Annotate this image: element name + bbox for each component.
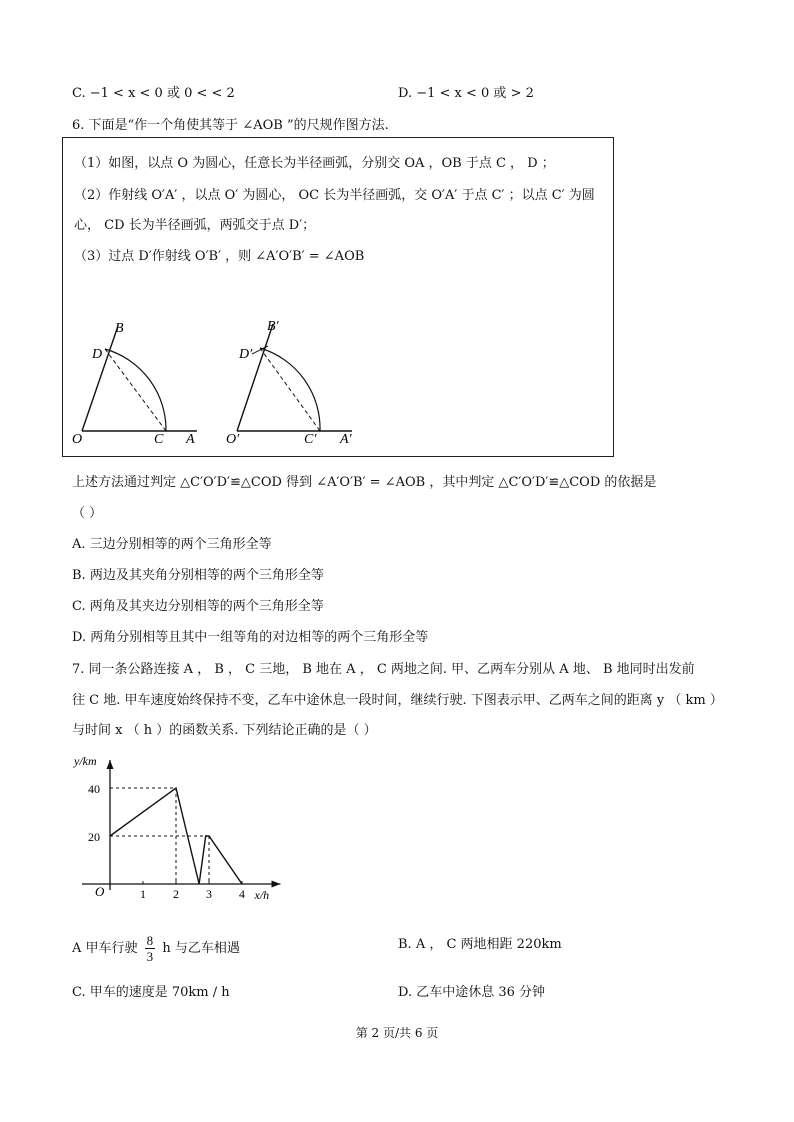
chart-ticks	[88, 782, 245, 901]
q6-option-c: C. 两角及其夹边分别相等的两个三角形全等	[72, 599, 324, 614]
x-axis-arrow	[272, 881, 281, 888]
chart-guide-lines	[110, 788, 209, 884]
y-tick-label: 20	[88, 830, 100, 844]
fig-right-label-a: A′	[340, 432, 352, 447]
q6-step-1: （1）如图，以点 O 为圆心，任意长为半径画弧，分别交 OA ，OB 于点 C ， D ；	[74, 156, 555, 171]
q7-option-a-prefix: A 甲车行驶	[72, 941, 138, 956]
x-tick-label: 1	[140, 887, 146, 901]
fig-left-label-a: A	[186, 432, 195, 447]
y-tick-label: 40	[88, 782, 100, 796]
fig-right-label-c: C′	[304, 432, 317, 447]
q7-option-c: C. 甲车的速度是 70km / h	[72, 985, 230, 1000]
fig-right-label-d: D′	[239, 347, 253, 362]
q6-option-a: A. 三边分别相等的两个三角形全等	[72, 537, 272, 552]
q7-line-3: 与时间 x （ h ）的函数关系. 下列结论正确的是（ ）	[72, 723, 377, 738]
fig-right-label-o: O′	[226, 432, 240, 447]
q5-option-d: D. −1 < x < 0 或 > 2	[398, 86, 534, 101]
q7-option-b: B. A ， C 两地相距 220km	[398, 937, 562, 952]
fig-left-label-c: C	[154, 432, 164, 447]
q7-distance-time-chart	[70, 745, 300, 905]
q6-option-b: B. 两边及其夹角分别相等的两个三角形全等	[72, 568, 324, 583]
origin-label: O	[95, 884, 105, 899]
x-tick-label: 2	[173, 887, 179, 901]
q6-conclusion: 上述方法通过判定 △C′O′D′≌△COD 得到 ∠A′O′B′ = ∠AOB ，其中判定 △C′O′D′≌△COD 的依据是	[72, 475, 657, 490]
page-footer: 第 2 页/共 6 页	[355, 1026, 439, 1040]
x-tick-label: 3	[206, 887, 212, 901]
chart-axes	[73, 754, 281, 902]
q5-option-c: C. −1 < x < 0 或 0 < < 2	[72, 86, 235, 101]
q7-option-d: D. 乙车中途休息 36 分钟	[398, 985, 546, 1000]
q7-fraction-numerator: 8	[146, 933, 154, 948]
q6-step-3: （3）过点 D′作射线 O′B′ ，则 ∠A′O′B′ = ∠AOB	[74, 249, 365, 264]
x-axis-label: x/h	[254, 888, 270, 902]
q6-option-d: D. 两角分别相等且其中一组等角的对边相等的两个三角形全等	[72, 630, 429, 645]
q6-figures	[62, 310, 362, 450]
q7-option-a	[72, 933, 240, 964]
q7-fraction-denominator: 3	[146, 949, 154, 964]
fig-left-label-o: O	[72, 432, 83, 447]
fig-left-label-b: B	[115, 321, 124, 336]
q6-answer-paren: （ ）	[72, 506, 103, 521]
q7-line-2: 往 C 地. 甲车速度始终保持不变，乙车中途休息一段时间，继续行驶. 下图表示甲、乙两车之间的距离 y （ km ）	[72, 693, 723, 708]
q7-line-1: 7. 同一条公路连接 A ， B ， C 三地， B 地在 A ， C 两地之间. 甲、乙两车分别从 A 地、 B 地同时出发前	[72, 662, 695, 677]
q7-fraction	[145, 933, 156, 964]
q6-figure-right	[226, 319, 353, 447]
q6-stem: 6. 下面是“作一个角使其等于 ∠AOB ”的尺规作图方法.	[72, 118, 389, 133]
q6-step-2-cont: 心， CD 长为半径画弧，两弧交于点 D′；	[74, 218, 316, 233]
y-axis-arrow	[107, 760, 114, 769]
q7-option-a-suffix: h 与乙车相遇	[162, 941, 240, 956]
q6-figure-left	[72, 321, 197, 447]
q6-step-2: （2）作射线 O′A′ ，以点 O′ 为圆心， OC 长为半径画弧，交 O′A′ 于点 C′ ；以点 C′ 为圆	[74, 188, 595, 203]
y-axis-label: y/km	[74, 754, 97, 768]
fig-left-label-d: D	[92, 347, 103, 362]
x-tick-label: 4	[239, 887, 245, 901]
fig-right-label-b: B′	[267, 319, 279, 334]
